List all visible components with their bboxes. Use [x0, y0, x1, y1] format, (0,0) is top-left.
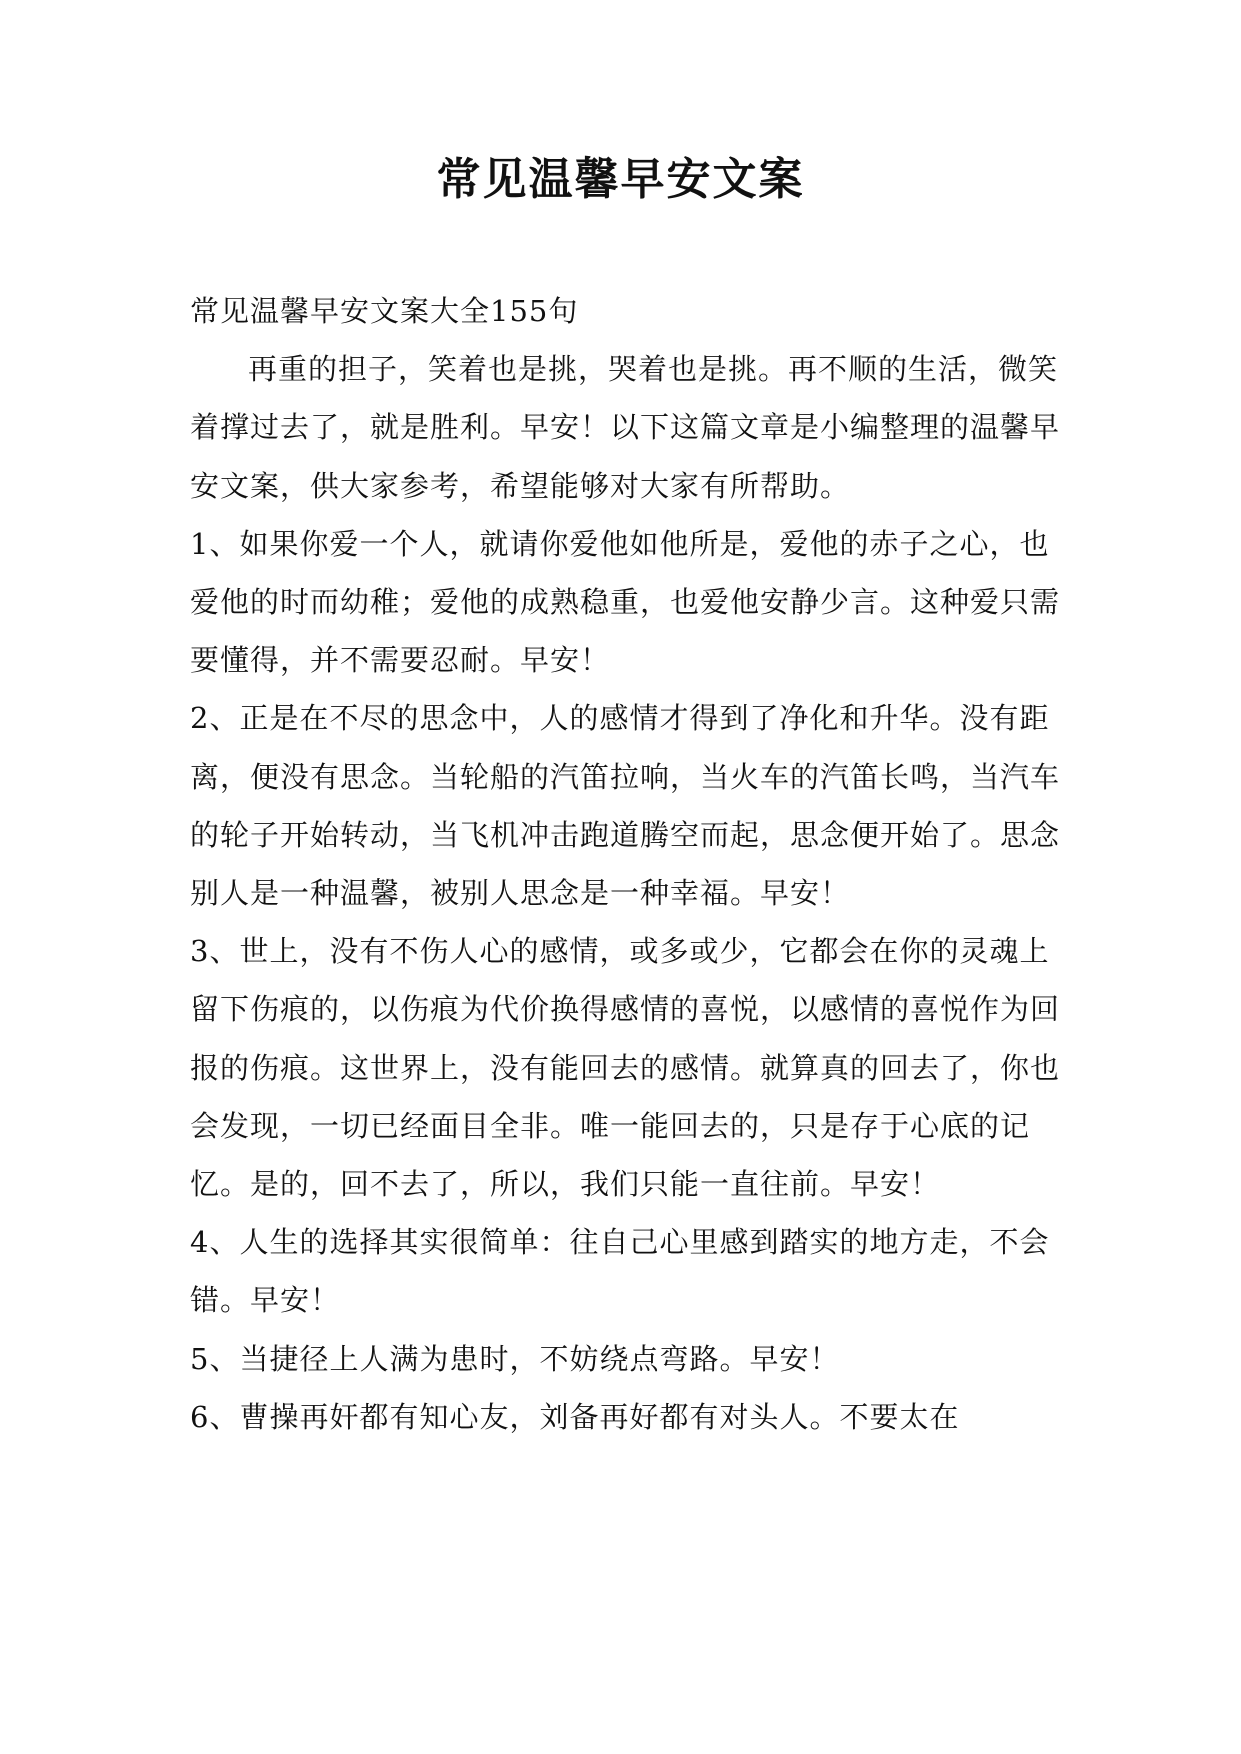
list-item: 3、世上，没有不伤人心的感情，或多或少，它都会在你的灵魂上留下伤痕的，以伤痕为代价换得感情的喜悦，以感情的喜悦作为回报的伤痕。这世界上，没有能回去的感情。就算真的回去了，你也会发现，一切已经面目全非。唯一能回去的，只是存于心底的记忆。是的，回不去了，所以，我们只能一直往前。早安！	[190, 934, 1061, 1202]
document-subtitle: 常见温馨早安文案大全155句	[190, 294, 579, 328]
document-body	[190, 282, 1070, 1446]
list-item: 1、如果你爱一个人，就请你爱他如他所是，爱他的赤子之心，也爱他的时而幼稚；爱他的成熟稳重，也爱他安静少言。这种爱只需要懂得，并不需要忍耐。早安！	[190, 526, 1061, 678]
list-item: 5、当捷径上人满为患时，不妨绕点弯路。早安！	[190, 1341, 840, 1376]
intro-paragraph: 再重的担子，笑着也是挑，哭着也是挑。再不顺的生活，微笑着撑过去了，就是胜利。早安！以下这篇文章是小编整理的温馨早安文案，供大家参考，希望能够对大家有所帮助。	[190, 352, 1061, 503]
list-item: 2、正是在不尽的思念中，人的感情才得到了净化和升华。没有距离，便没有思念。当轮船的汽笛拉响，当火车的汽笛长鸣，当汽车的轮子开始转动，当飞机冲击跑道腾空而起，思念便开始了。思念别人是一种温馨，被别人思念是一种幸福。早安！	[190, 701, 1061, 911]
quote-list	[190, 515, 1070, 1446]
list-item: 6、曹操再奸都有知心友，刘备再好都有对头人。不要太在	[190, 1399, 960, 1434]
document-title: 常见温馨早安文案	[436, 154, 805, 205]
list-item: 4、人生的选择其实很简单：往自己心里感到踏实的地方走，不会错。早安！	[190, 1225, 1050, 1318]
